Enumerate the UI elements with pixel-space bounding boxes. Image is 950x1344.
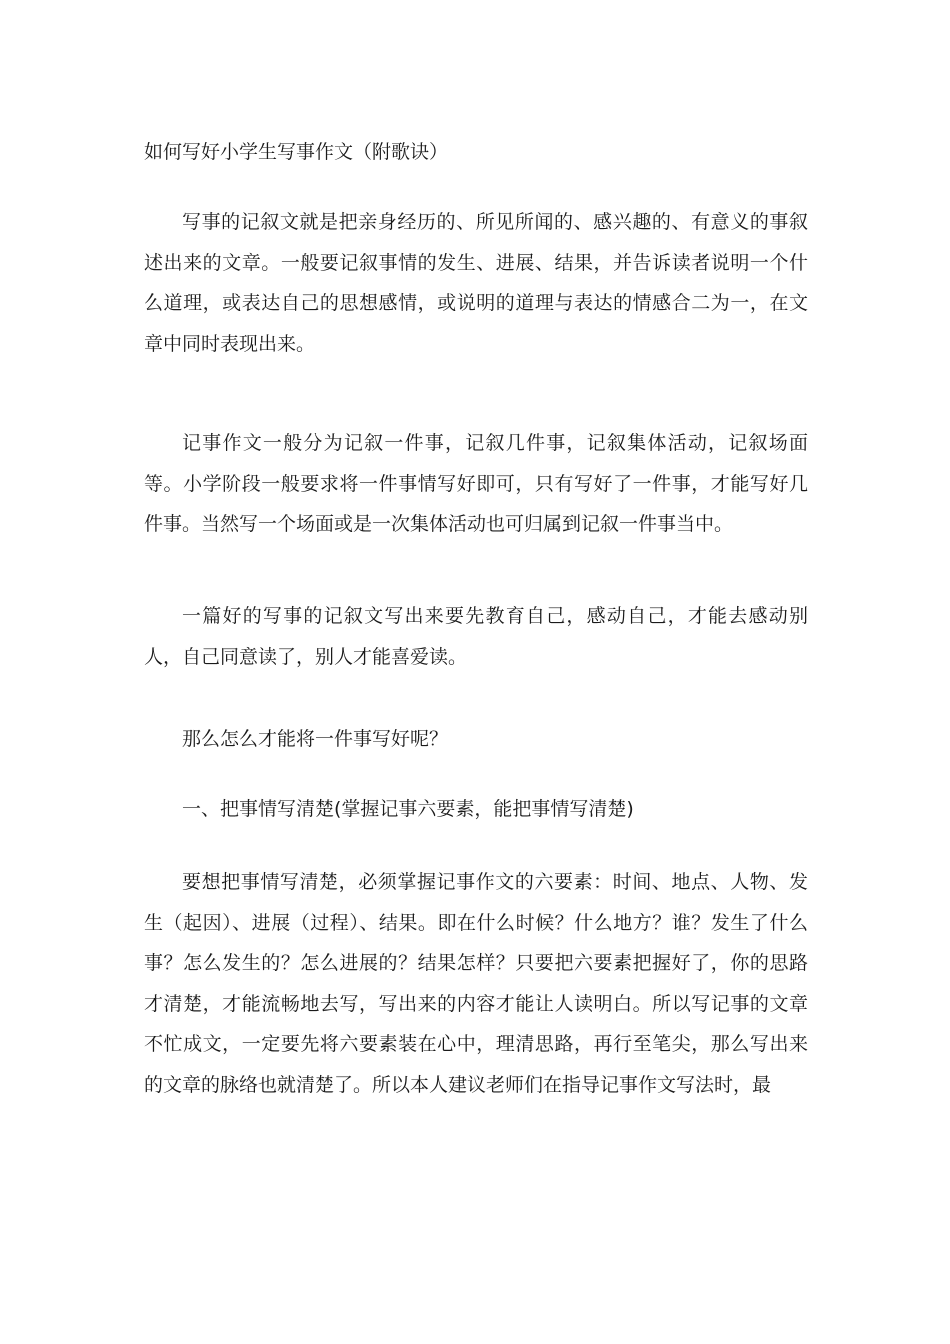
document-title: 如何写好小学生写事作文（附歌诀） <box>144 141 449 163</box>
paragraph-good-essay: 一篇好的写事的记叙文写出来要先教育自己，感动自己，才能去感动别人，自己同意读了，别人才能喜爱读。 <box>144 605 808 668</box>
paragraph-categories: 记事作文一般分为记叙一件事，记叙几件事，记叙集体活动，记叙场面等。小学阶段一般要求将一件事情写好即可，只有写好了一件事，才能写好几件事。当然写一个场面或是一次集体活动也可归属到记叙一件事当中。 <box>144 432 808 535</box>
paragraph-six-elements: 要想把事情写清楚，必须掌握记事作文的六要素：时间、地点、人物、发生（起因）、进展（过程）、结果。即在什么时候？什么地方？谁？发生了什么事？怎么发生的？怎么进展的？结果怎样？只要把六要素把握好了，你的思路才清楚，才能流畅地去写，写出来的内容才能让人读明白。所以写记事的文章不忙成文，一定要先将六要素装在心中，理清思路，再行至笔尖，那么写出来的文章的脉络也就清楚了。所以本人建议老师们在指导记事作文写法时，最 <box>144 871 808 1096</box>
paragraph-question: 那么怎么才能将一件事写好呢？ <box>182 728 449 750</box>
paragraph-intro: 写事的记叙文就是把亲身经历的、所见所闻的、感兴趣的、有意义的事叙述出来的文章。一般要记叙事情的发生、进展、结果，并告诉读者说明一个什么道理，或表达自己的思想感情，或说明的道理与表达的情感合二为一，在文章中同时表现出来。 <box>144 211 808 355</box>
section-heading-one: 一、把事情写清楚(掌握记事六要素，能把事情写清楚) <box>182 798 634 820</box>
